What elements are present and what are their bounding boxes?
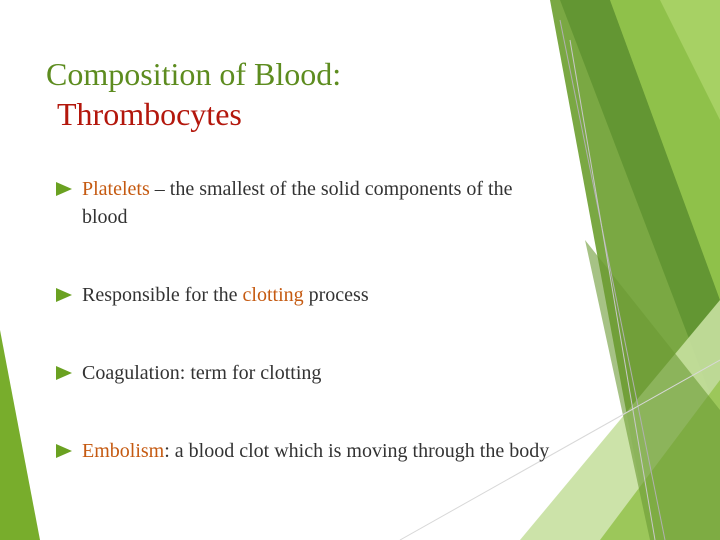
bullet-text-after: process xyxy=(303,284,369,306)
triangle-right-icon xyxy=(56,182,72,196)
bullet-text-before: Responsible for the xyxy=(82,284,243,306)
bullet-text xyxy=(82,437,562,465)
bullet-highlight: clotting xyxy=(242,284,304,306)
bullet-highlight: Platelets xyxy=(82,178,150,200)
bg-shape-bottom-left xyxy=(0,330,40,540)
triangle-right-icon xyxy=(56,366,72,380)
bullet-highlight: Embolism xyxy=(82,440,165,462)
triangle-right-icon xyxy=(56,288,72,302)
bullet-text-before: Coagulation: term for clotting xyxy=(82,362,322,384)
bullet-text xyxy=(82,359,562,387)
slide-title xyxy=(46,54,341,134)
bullet-text xyxy=(82,175,562,231)
bullet-text xyxy=(82,281,562,309)
title-line-2: Thrombocytes xyxy=(57,96,242,132)
title-line-1: Composition of Blood: xyxy=(46,56,342,92)
bullet-text-after: – the smallest of the solid components of the blood xyxy=(82,178,513,228)
triangle-right-icon xyxy=(56,444,72,458)
bullet-text-after: : a blood clot which is moving through the body xyxy=(164,440,550,462)
